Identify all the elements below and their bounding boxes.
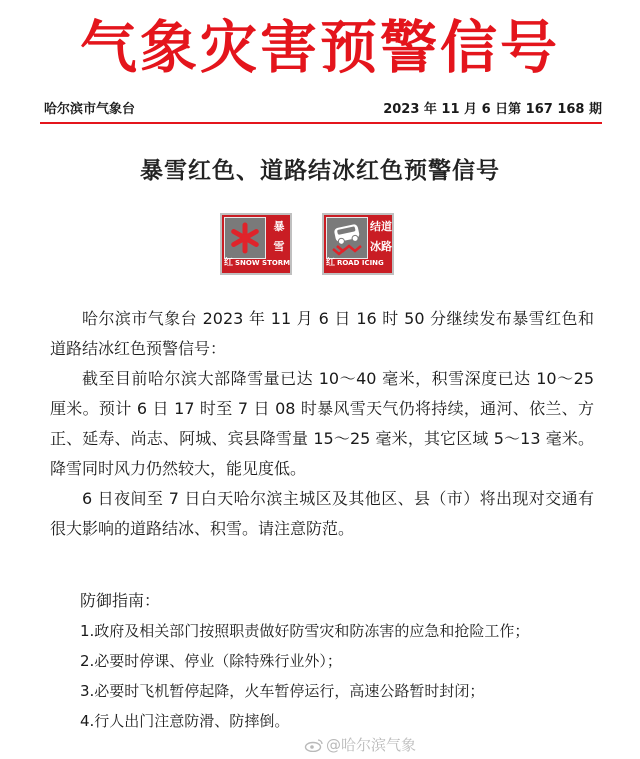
issuer-row bbox=[44, 98, 602, 120]
issuer-name: 哈尔滨市气象台 bbox=[44, 102, 136, 117]
snowflake-icon bbox=[224, 217, 266, 259]
guide-list bbox=[80, 616, 600, 736]
paragraph-intro: 哈尔滨市气象台 2023 年 11 月 6 日 16 时 50 分继续发布暴雪红色和道路结冰红色预警信号： bbox=[50, 309, 594, 358]
issue-number: 2023 年 11 月 6 日第 167 168 期 bbox=[383, 102, 602, 117]
badge-caption: 红 SNOW STORM bbox=[224, 258, 291, 268]
snowstorm-red-badge bbox=[220, 213, 292, 275]
paragraph-road-icing: 6 日夜间至 7 日白天哈尔滨主城区及其他区、县（市）将出现对交通有很大影响的道路结冰、积雪。请注意防范。 bbox=[50, 489, 594, 538]
masthead-title: 气象灾害预警信号 bbox=[80, 15, 560, 81]
warning-body bbox=[50, 304, 594, 544]
road-icing-red-badge bbox=[322, 213, 394, 275]
guide-item: 2.必要时停课、停业（除特殊行业外）； bbox=[80, 652, 342, 670]
guide-item: 4.行人出门注意防滑、防摔倒。 bbox=[80, 712, 290, 730]
guide-title: 防御指南： bbox=[80, 591, 161, 610]
weibo-watermark: @哈尔滨气象 bbox=[304, 734, 416, 755]
skidding-car-icon bbox=[326, 217, 368, 259]
paragraph-snowfall: 截至目前哈尔滨大部降雪量已达 10～40 毫米，积雪深度已达 10～25 厘米。预计 6 日 17 时至 7 日 08 时暴风雪天气仍将持续，通河、依兰、方正、延寿、尚志、阿城、宾县降雪量 15～25 毫米，其它区域 5～13 毫米。降雪同时风力仍然较大，能见度低。 bbox=[50, 369, 594, 478]
document-title: 暴雪红色、道路结冰红色预警信号 bbox=[140, 158, 500, 184]
weibo-logo-icon bbox=[304, 738, 324, 752]
guide-item: 1.政府及相关部门按照职责做好防雪灾和防冻害的应急和抢险工作； bbox=[80, 622, 530, 640]
badge-side-label: 结道 冰路 bbox=[370, 220, 392, 253]
badge-side-label: 暴 雪 bbox=[273, 220, 285, 253]
red-divider bbox=[40, 122, 602, 124]
badge-caption: 红 ROAD ICING bbox=[326, 258, 384, 268]
guide-item: 3.必要时飞机暂停起降，火车暂停运行，高速公路暂时封闭； bbox=[80, 682, 485, 700]
